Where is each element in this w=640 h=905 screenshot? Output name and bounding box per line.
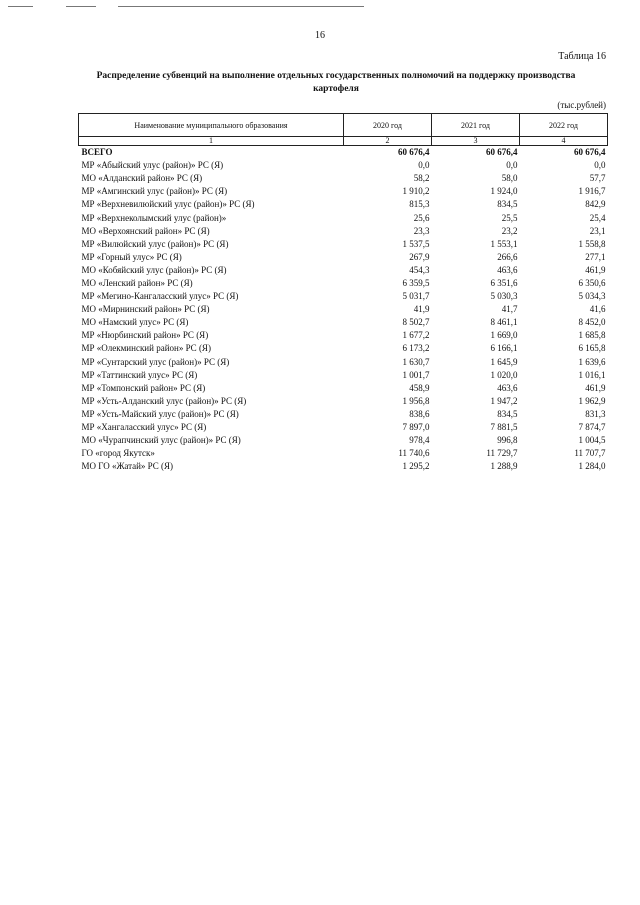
value-2020: 8 502,7 — [402, 317, 430, 328]
row-name: МР «Верхнеколымский улус (район)» — [81, 212, 227, 223]
row-name: МО «Чурапчинский улус (район)» РС (Я) — [81, 435, 241, 446]
value-2022: 1 639,6 — [578, 356, 606, 367]
column-number: 1 — [79, 137, 344, 146]
value-2022: 1 284,0 — [578, 461, 606, 472]
value-2020: 1 001,7 — [402, 369, 430, 380]
value-2020: 1 677,2 — [402, 330, 430, 341]
row-name: МО «Кобяйский улус (район)» РС (Я) — [81, 264, 227, 275]
row-name: МР «Мегино-Кангаласский улус» РС (Я) — [81, 291, 239, 302]
table-row — [79, 172, 608, 185]
value-2020: 1 910,2 — [402, 186, 430, 197]
row-name: МР «Олекминский район» РС (Я) — [81, 343, 211, 354]
table-row — [79, 369, 608, 382]
header-2021: 2021 год — [432, 114, 520, 137]
value-2021: 1 288,9 — [490, 461, 518, 472]
value-2022: 7 874,7 — [578, 422, 606, 433]
value-2022: 461,9 — [585, 264, 606, 275]
value-2021: 1 020,0 — [490, 369, 518, 380]
header-2020: 2020 год — [344, 114, 432, 137]
value-2022: 461,9 — [585, 382, 606, 393]
value-2022: 1 558,8 — [578, 238, 606, 249]
value-2020: 267,9 — [409, 251, 430, 262]
value-2020: 458,9 — [409, 382, 430, 393]
value-2022: 277,1 — [585, 251, 606, 262]
value-2021: 5 030,3 — [490, 291, 518, 302]
row-name: МР «Таттинский улус» РС (Я) — [81, 369, 198, 380]
value-2021: 1 669,0 — [490, 330, 518, 341]
value-2020: 1 630,7 — [402, 356, 430, 367]
total-row — [79, 146, 608, 160]
row-name: МР «Амгинский улус (район)» РС (Я) — [81, 186, 228, 197]
scan-edge-line — [66, 6, 96, 7]
value-2020: 1 537,5 — [402, 238, 430, 249]
table-row — [79, 303, 608, 316]
table-row — [79, 395, 608, 408]
table-row — [79, 382, 608, 395]
value-2022: 60 676,4 — [574, 147, 606, 158]
value-2021: 23,2 — [501, 225, 518, 236]
header-2022: 2022 год — [520, 114, 608, 137]
table-row — [79, 264, 608, 277]
value-2021: 6 166,1 — [490, 343, 518, 354]
value-2022: 11 707,7 — [574, 448, 606, 459]
value-2021: 1 924,0 — [490, 186, 518, 197]
table-row — [79, 408, 608, 421]
row-name: МР «Усть-Алданский улус (район)» РС (Я) — [81, 395, 247, 406]
table-row — [79, 198, 608, 211]
value-2022: 5 034,3 — [578, 291, 606, 302]
value-2022: 6 350,6 — [578, 277, 606, 288]
table-row — [79, 277, 608, 290]
value-2020: 58,2 — [413, 173, 430, 184]
row-name: МР «Абыйский улус (район)» РС (Я) — [81, 160, 224, 171]
value-2020: 6 359,5 — [402, 277, 430, 288]
table-label: Таблица 16 — [558, 51, 606, 62]
value-2020: 41,9 — [413, 304, 430, 315]
value-2020: 0,0 — [418, 160, 430, 171]
value-2021: 11 729,7 — [486, 448, 518, 459]
row-name: ВСЕГО — [81, 147, 113, 158]
header-row — [79, 114, 608, 137]
row-name: МР «Усть-Майский улус (район)» РС (Я) — [81, 408, 239, 419]
row-name: МО «Алданский район» РС (Я) — [81, 173, 203, 184]
value-2020: 815,3 — [409, 199, 430, 210]
value-2022: 831,3 — [585, 408, 606, 419]
value-2021: 60 676,4 — [486, 147, 518, 158]
value-2021: 41,7 — [501, 304, 518, 315]
row-name: МО ГО «Жатай» РС (Я) — [81, 461, 174, 472]
subvention-table — [78, 113, 608, 473]
value-2020: 23,3 — [413, 225, 430, 236]
value-2020: 25,6 — [413, 212, 430, 223]
table-row — [79, 356, 608, 369]
row-name: МО «Ленский район» РС (Я) — [81, 277, 193, 288]
document-title: Распределение субвенций на выполнение отдельных государственных полномочий на поддержку производства картофеля — [96, 71, 576, 94]
value-2021: 8 461,1 — [490, 317, 518, 328]
row-name: МР «Верхневилюйский улус (район)» РС (Я) — [81, 199, 255, 210]
value-2022: 1 962,9 — [578, 395, 606, 406]
value-2021: 834,5 — [497, 199, 518, 210]
column-number: 2 — [344, 137, 432, 146]
value-2020: 1 295,2 — [402, 461, 430, 472]
table-row — [79, 159, 608, 172]
value-2020: 11 740,6 — [398, 448, 430, 459]
value-2022: 8 452,0 — [578, 317, 606, 328]
row-name: МО «Мирнинский район» РС (Я) — [81, 304, 210, 315]
row-name: МР «Томпонский район» РС (Я) — [81, 382, 206, 393]
value-2020: 978,4 — [409, 435, 430, 446]
table-row — [79, 185, 608, 198]
value-2021: 1 947,2 — [490, 395, 518, 406]
table-row — [79, 316, 608, 329]
value-2022: 1 685,8 — [578, 330, 606, 341]
table-row — [79, 225, 608, 238]
value-2022: 41,6 — [589, 304, 606, 315]
value-2022: 6 165,8 — [578, 343, 606, 354]
units-label: (тыс.рублей) — [557, 100, 606, 110]
value-2020: 5 031,7 — [402, 291, 430, 302]
value-2021: 6 351,6 — [490, 277, 518, 288]
row-name: МР «Вилюйский улус (район)» РС (Я) — [81, 238, 229, 249]
value-2022: 1 004,5 — [578, 435, 606, 446]
table-row — [79, 238, 608, 251]
value-2022: 57,7 — [589, 173, 606, 184]
value-2021: 463,6 — [497, 264, 518, 275]
table-row — [79, 434, 608, 447]
page-number: 16 — [315, 30, 325, 41]
table-row — [79, 342, 608, 355]
value-2021: 266,6 — [497, 251, 518, 262]
scan-edge-line — [8, 6, 33, 7]
row-name: МР «Горный улус» РС (Я) — [81, 251, 182, 262]
column-number: 3 — [432, 137, 520, 146]
table-row — [79, 251, 608, 264]
value-2021: 58,0 — [501, 173, 518, 184]
table-row — [79, 329, 608, 342]
row-name: МО «Верхоянский район» РС (Я) — [81, 225, 210, 236]
value-2022: 0,0 — [594, 160, 606, 171]
value-2020: 60 676,4 — [398, 147, 430, 158]
value-2021: 1 553,1 — [490, 238, 518, 249]
value-2022: 842,9 — [585, 199, 606, 210]
value-2020: 6 173,2 — [402, 343, 430, 354]
value-2022: 1 916,7 — [578, 186, 606, 197]
value-2020: 1 956,8 — [402, 395, 430, 406]
row-name: МО «Намский улус» РС (Я) — [81, 317, 189, 328]
column-number: 4 — [520, 137, 608, 146]
value-2022: 23,1 — [589, 225, 606, 236]
table-row — [79, 290, 608, 303]
scan-edge-line — [118, 6, 364, 7]
value-2020: 7 897,0 — [402, 422, 430, 433]
value-2021: 7 881,5 — [490, 422, 518, 433]
column-number-row — [79, 137, 608, 146]
table-row — [79, 211, 608, 224]
value-2021: 463,6 — [497, 382, 518, 393]
header-municipality: Наименование муниципального образования — [79, 114, 344, 137]
table-row — [79, 460, 608, 473]
table-row — [79, 421, 608, 434]
value-2022: 1 016,1 — [578, 369, 606, 380]
value-2021: 996,8 — [497, 435, 518, 446]
row-name: МР «Хангаласский улус» РС (Я) — [81, 422, 207, 433]
value-2020: 454,3 — [409, 264, 430, 275]
value-2021: 834,5 — [497, 408, 518, 419]
row-name: ГО «город Якутск» — [81, 448, 155, 459]
value-2021: 1 645,9 — [490, 356, 518, 367]
value-2021: 0,0 — [506, 160, 518, 171]
value-2021: 25,5 — [501, 212, 518, 223]
row-name: МР «Сунтарский улус (район)» РС (Я) — [81, 356, 230, 367]
table-row — [79, 447, 608, 460]
value-2022: 25,4 — [589, 212, 606, 223]
row-name: МР «Нюрбинский район» РС (Я) — [81, 330, 209, 341]
value-2020: 838,6 — [409, 408, 430, 419]
